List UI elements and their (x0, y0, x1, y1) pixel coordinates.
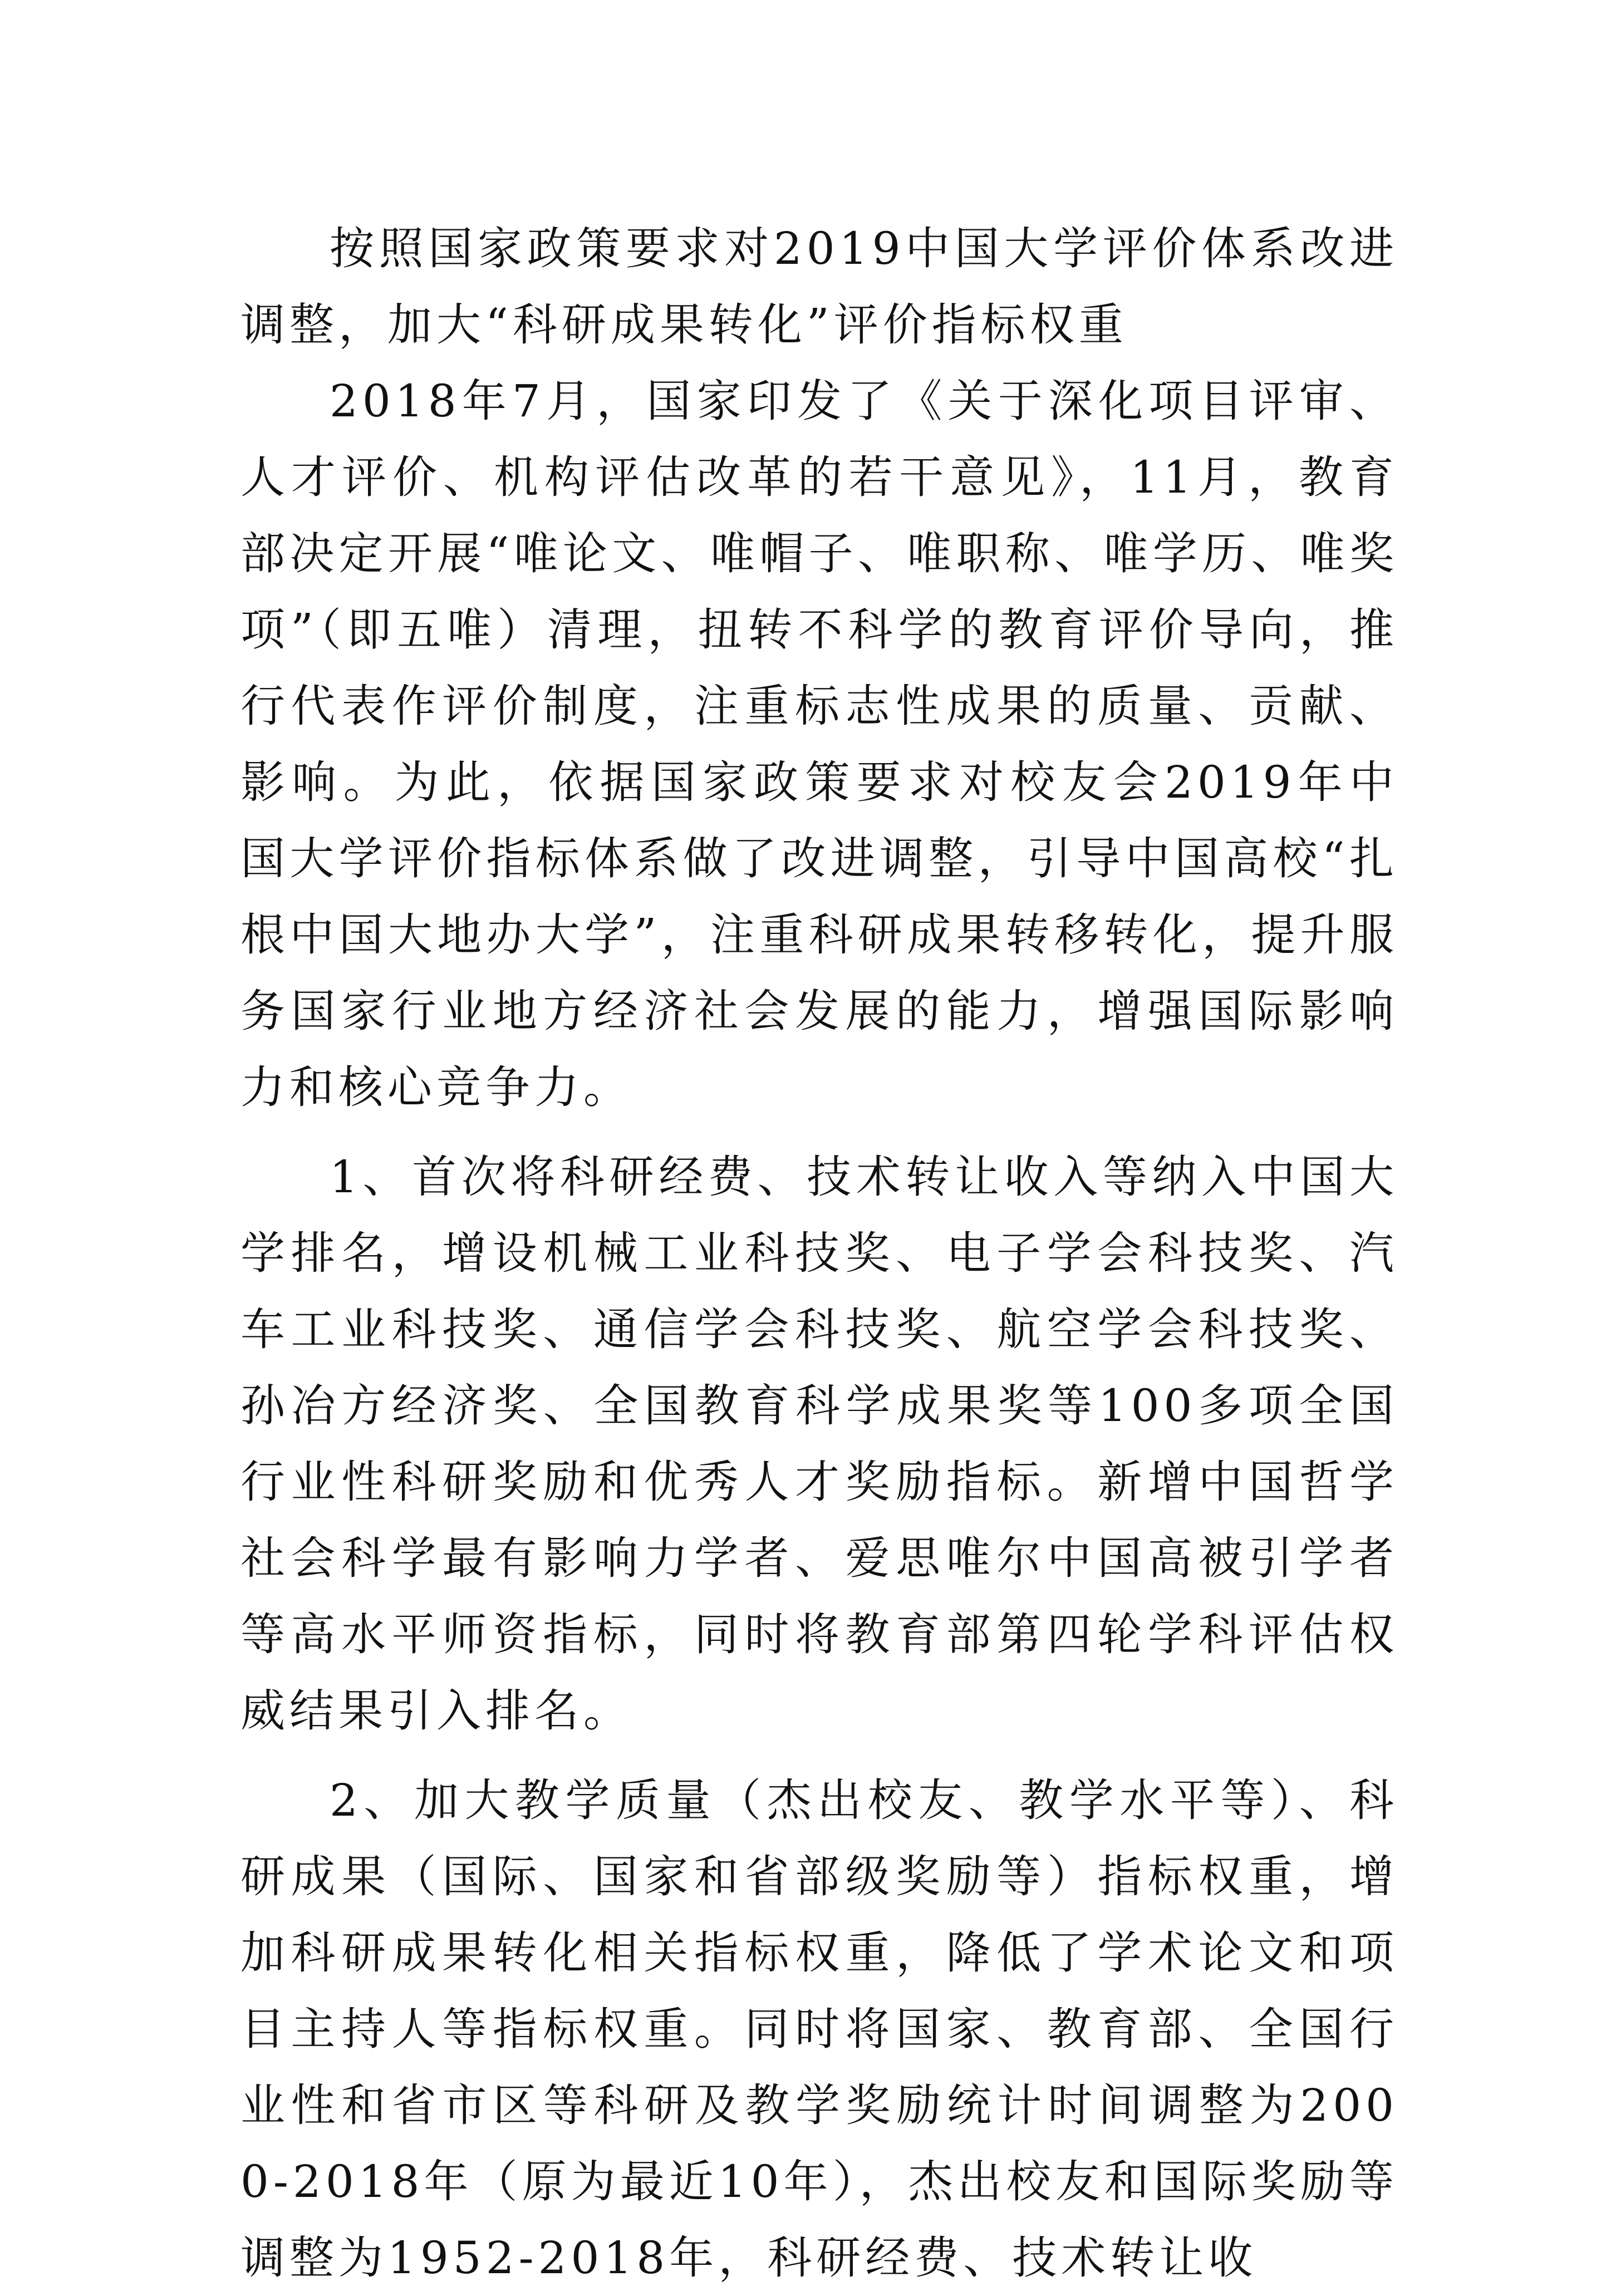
document-body (240, 210, 1398, 2296)
paragraph-policy-background: 2018年7月，国家印发了《关于深化项目评审、人才评价、机构评估改革的若干意见》，11月，教育部决定开展“唯论文、唯帽子、唯职称、唯学历、唯奖项”（即五唯）清理，扭转不科学的教育评价导向，推行代表作评价制度，注重标志性成果的质量、贡献、影响。为此，依据国家政策要求对校友会2019年中国大学评价指标体系做了改进调整，引导中国高校“扎根中国大地办大学”，注重科研成果转移转化，提升服务国家行业地方经济社会发展的能力，增强国际影响力和核心竞争力。 (240, 375, 1398, 1113)
document-title: 按照国家政策要求对2019中国大学评价体系改进调整，加大“科研成果转化”评价指标权重 (240, 223, 1398, 351)
paragraph-item-2: 2、加大教学质量（杰出校友、教学水平等）、科研成果（国际、国家和省部级奖励等）指标权重，增加科研成果转化相关指标权重，降低了学术论文和项目主持人等指标权重。同时将国家、教育部、全国行业性和省市区等科研及教学奖励统计时间调整为2000-2018年（原为最近10年），杰出校友和国际奖励等调整为1952-2018年，科研经费、技术转让收 (240, 1774, 1398, 2284)
paragraph-item-1: 1、首次将科研经费、技术转让收入等纳入中国大学排名，增设机械工业科技奖、电子学会科技奖、汽车工业科技奖、通信学会科技奖、航空学会科技奖、孙冶方经济奖、全国教育科学成果奖等100多项全国行业性科研奖励和优秀人才奖励指标。新增中国哲学社会科学最有影响力学者、爱思唯尔中国高被引学者等高水平师资指标，同时将教育部第四轮学科评估权威结果引入排名。 (240, 1151, 1398, 1737)
